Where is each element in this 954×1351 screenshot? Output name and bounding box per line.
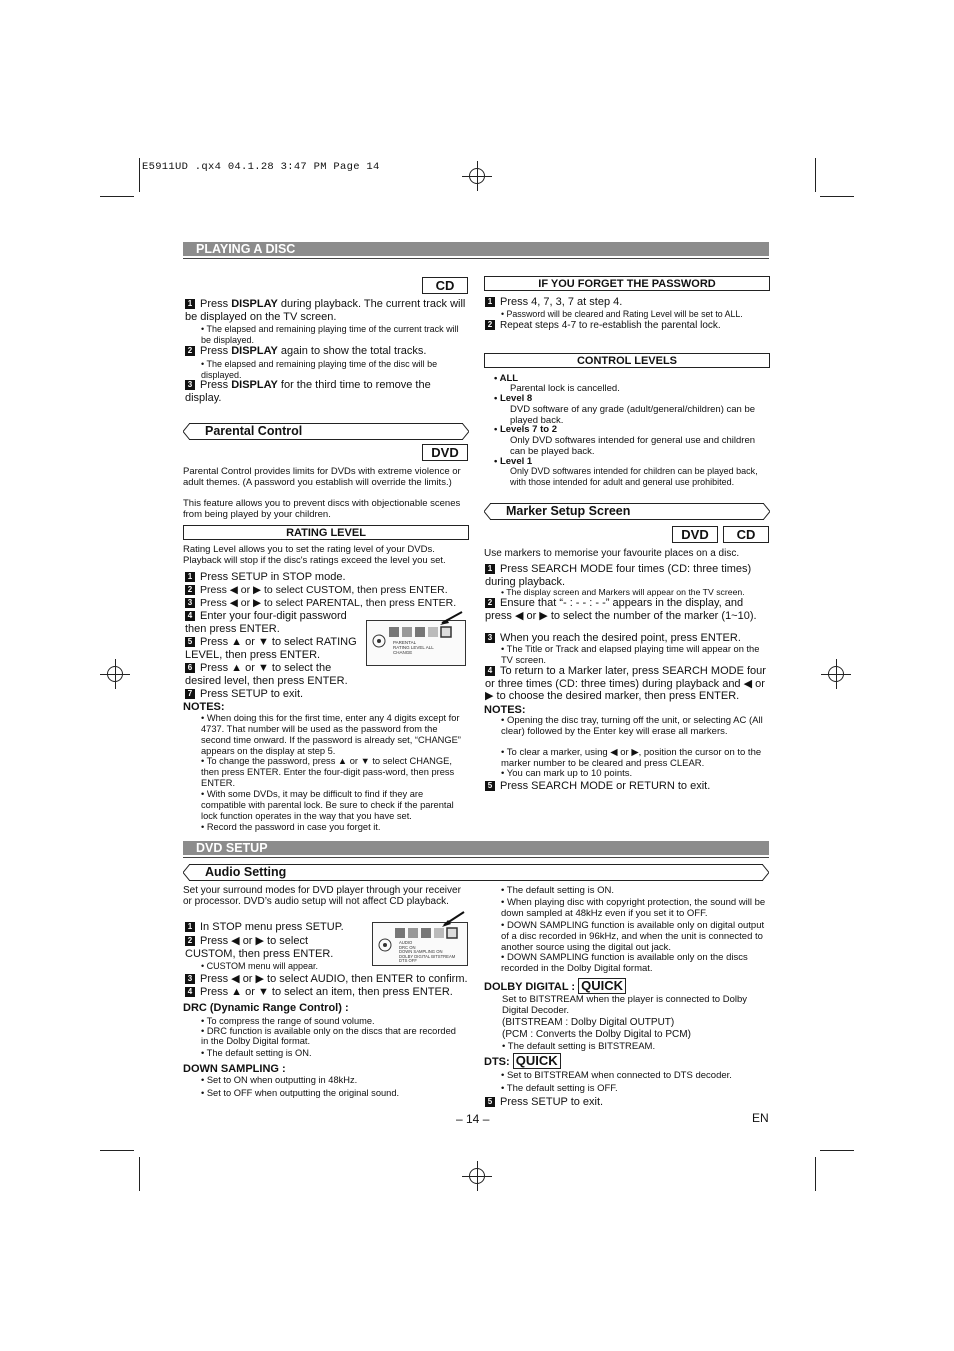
registration-mark-icon — [462, 1161, 492, 1191]
marker-note: • You can mark up to 10 points. — [501, 768, 633, 779]
section-bar-playing: PLAYING A DISC — [183, 242, 769, 256]
marker-step-3-note: • The Title or Track and elapsed playing time will appear on the TV screen. — [501, 644, 760, 665]
parental-step-4: 4 Enter your four-digit password then press ENTER. — [185, 610, 347, 635]
audio-menu-illustration — [372, 922, 468, 966]
osd-line: CHANGE — [393, 650, 413, 655]
parental-intro-1: Parental Control provides limits for DVDs with extreme violence or adult themes. (A password you establish will override the limits.) — [183, 466, 461, 488]
marker-setup-heading: Marker Setup Screen — [484, 503, 770, 520]
marker-intro: Use markers to memorise your favourite places on a disc. — [484, 548, 740, 559]
forget-step-1-note: • Password will be cleared and Rating Level will be set to ALL. — [501, 309, 743, 319]
parental-step-6: 6 Press ▲ or ▼ to select the desired level, then press ENTER. — [185, 662, 348, 687]
parental-menu-illustration — [366, 620, 466, 666]
control-level-desc: Only DVD softwares intended for children can be played back, with those intended for adult and general use prohibited. — [510, 466, 758, 487]
parental-step-1: 1 Press SETUP in STOP mode. — [185, 571, 469, 584]
cd-step-2-note: • The elapsed and remaining playing time of the disc will be displayed. — [201, 359, 438, 380]
crop-mark — [100, 196, 134, 197]
audio-right-note: • DOWN SAMPLING function is available only on digital output of a disc recorded in 96kHz, and when the unit is connected to another source using the digital out jack. — [501, 920, 765, 953]
rating-level-intro: Rating Level allows you to set the rating level of your DVDs. Playback will stop if the disc's ratings exceed the level you set. — [183, 544, 446, 566]
cd-badge: CD — [422, 277, 468, 294]
dolby-digital-label: DOLBY DIGITAL : — [484, 981, 576, 993]
print-header: E5911UD .qx4 04.1.28 3:47 PM Page 14 — [142, 161, 380, 173]
marker-step-1: 1 Press SEARCH MODE four times (CD: three times) during playback. — [485, 563, 752, 588]
cd-step-2: 2 Press DISPLAY again to show the total tracks. — [185, 345, 469, 358]
dvd-badge: DVD — [422, 444, 468, 461]
marker-notes-label: NOTES: — [484, 704, 526, 716]
down-sampling-note: • Set to OFF when outputting the original sound. — [201, 1088, 400, 1098]
registration-mark-icon — [100, 659, 130, 689]
control-level-desc: DVD software of any grade (adult/general/children) can be played back. — [510, 404, 756, 426]
section-bar-rule — [183, 258, 769, 259]
down-sampling-label: DOWN SAMPLING : — [183, 1063, 286, 1075]
marker-step-3: 3 When you reach the desired point, press ENTER. — [485, 632, 769, 645]
section-bar-rule — [183, 857, 769, 858]
osd-line: AUDIO — [399, 940, 413, 945]
crop-mark — [820, 1150, 854, 1151]
dts-note: • Set to BITSTREAM when connected to DTS decoder. — [501, 1070, 732, 1081]
crop-mark — [139, 158, 140, 192]
control-level-name: • Level 8 — [494, 393, 533, 404]
crop-mark — [100, 1150, 134, 1151]
osd-line: PARENTAL — [393, 640, 417, 645]
dolby-digital-row — [484, 978, 626, 994]
osd-line: DOLBY DIGITAL BITSTREAM — [399, 953, 456, 959]
audio-right-note: • When playing disc with copyright protection, the sound will be down sampled at 48kHz even if you set it to OFF. — [501, 897, 766, 919]
drc-label: DRC (Dynamic Range Control) : — [183, 1002, 349, 1014]
dvd-badge: DVD — [672, 526, 718, 543]
parental-step-3: 3 Press ◀ or ▶ to select PARENTAL, then press ENTER. — [185, 597, 469, 610]
parental-notes-label: NOTES: — [183, 701, 225, 713]
marker-note: • To clear a marker, using ◀ or ▶, position the cursor on to the marker number to be cleared and press CLEAR. — [501, 747, 762, 769]
section-bar-dvd-setup: DVD SETUP — [183, 841, 769, 855]
dts-note: • The default setting is OFF. — [501, 1083, 618, 1094]
crop-mark — [139, 1157, 140, 1191]
marker-step-1-note: • The display screen and Markers will appear on the TV screen. — [501, 587, 745, 597]
marker-step-5: 5 Press SEARCH MODE or RETURN to exit. — [485, 780, 769, 793]
parental-step-5: 5 Press ▲ or ▼ to select RATING LEVEL, then press ENTER. — [185, 636, 357, 661]
parental-control-heading: Parental Control — [183, 423, 469, 440]
osd-line: RATING LEVEL ALL — [393, 645, 434, 650]
parental-step-2: 2 Press ◀ or ▶ to select CUSTOM, then press ENTER. — [185, 584, 469, 597]
audio-setting-heading: Audio Setting — [183, 864, 769, 881]
forget-step-2: 2 Repeat steps 4-7 to re-establish the parental lock. — [485, 320, 769, 333]
quick-badge: QUICK — [513, 1053, 561, 1069]
audio-step-1: 1 In STOP menu press SETUP. — [185, 921, 375, 934]
dolby-digital-text: (PCM : Converts the Dolby Digital to PCM) — [502, 1029, 691, 1040]
dts-row — [484, 1053, 561, 1069]
forget-step-1: 1 Press 4, 7, 3, 7 at step 4. — [485, 296, 769, 309]
control-level-desc: Parental lock is cancelled. — [510, 383, 620, 394]
marker-step-4: 4 To return to a Marker later, press SEARCH MODE four or three times (CD: three times) during playback and ◀ or ▶ to choose the desired marker, then press ENTER. — [485, 665, 766, 702]
control-level-name: • Levels 7 to 2 — [494, 424, 557, 435]
down-sampling-note: • Set to ON when outputting in 48kHz. — [201, 1075, 358, 1085]
dolby-digital-text: • The default setting is BITSTREAM. — [502, 1041, 656, 1052]
osd-line: DOWN SAMPLING ON — [399, 949, 443, 955]
marker-note: • Opening the disc tray, turning off the unit, or selecting AC (All clear) followed by the Enter key will erase all markers. — [501, 715, 763, 737]
osd-line: DRC ON — [399, 944, 416, 950]
dolby-digital-text: Set to BITSTREAM when the player is connected to Dolby Digital Decoder. — [502, 994, 748, 1016]
parental-note: • With some DVDs, it may be difficult to find if they are compatible with parental lock. Be sure to check if the parental lock function operates in the way that you have set. — [201, 789, 454, 821]
dolby-digital-text: (BITSTREAM : Dolby Digital OUTPUT) — [502, 1017, 675, 1028]
parental-note: • Record the password in case you forget it. — [201, 822, 381, 832]
drc-note: • The default setting is ON. — [201, 1048, 312, 1058]
forget-password-header: IF YOU FORGET THE PASSWORD — [484, 276, 770, 291]
control-levels-header: CONTROL LEVELS — [484, 353, 770, 368]
dts-label: DTS: — [484, 1056, 510, 1068]
cd-badge: CD — [723, 526, 769, 543]
audio-step-5: 5 Press SETUP to exit. — [485, 1096, 769, 1109]
language-label: EN — [752, 1111, 769, 1125]
crop-mark — [815, 1157, 816, 1191]
audio-step-3: 3 Press ◀ or ▶ to select AUDIO, then ENTER to confirm. — [185, 973, 469, 986]
pointer-arrow-icon — [440, 910, 466, 928]
crop-mark — [820, 196, 854, 197]
audio-step-4: 4 Press ▲ or ▼ to select an item, then press ENTER. — [185, 986, 469, 999]
registration-mark-icon — [462, 161, 492, 191]
cd-step-1-note: • The elapsed and remaining playing time of the current track will be displayed. — [201, 324, 459, 345]
control-level-name: • Level 1 — [494, 456, 533, 467]
audio-step-2: 2 Press ◀ or ▶ to select CUSTOM, then press ENTER. — [185, 935, 334, 960]
drc-note: • DRC function is available only on the discs that are recorded in the Dolby Digital format. — [201, 1026, 456, 1046]
audio-step-2-note: • CUSTOM menu will appear. — [201, 961, 319, 971]
control-level-desc: Only DVD softwares intended for general use and children can be played back. — [510, 435, 756, 457]
parental-note: • To change the password, press ▲ or ▼ to select CHANGE, then press ENTER. Enter the four-digit pass-word, then press ENTER. — [201, 756, 455, 788]
control-level-name: • ALL — [494, 373, 519, 384]
parental-step-7: 7 Press SETUP to exit. — [185, 688, 469, 701]
cd-step-3: 3 Press DISPLAY for the third time to remove the display. — [185, 379, 431, 404]
registration-mark-icon — [821, 659, 851, 689]
audio-right-note: • The default setting is ON. — [501, 885, 614, 896]
page-number: – 14 – — [456, 1112, 490, 1126]
marker-step-2: 2 Ensure that “- : - - : - -” appears in the display, and press ◀ or ▶ to select the number of the marker (1~10). — [485, 597, 757, 622]
audio-intro: Set your surround modes for DVD player through your receiver or processor. DVD’s audio setup will not affect CD playback. — [183, 885, 461, 907]
audio-right-note: • DOWN SAMPLING function is available only on the discs recorded in the Dolby Digital format. — [501, 952, 748, 974]
cd-step-1: 1 Press DISPLAY during playback. The current track will be displayed on the TV screen. — [185, 298, 466, 323]
crop-mark — [815, 158, 816, 192]
osd-line: DTS OFF — [399, 958, 417, 964]
parental-note: • When doing this for the first time, enter any 4 digits except for 4737. That number will be used as the password from the second time onward. If the password is already set, “CHANGE” appears on the display at step 5. — [201, 713, 461, 756]
rating-level-header: RATING LEVEL — [183, 525, 469, 540]
quick-badge: QUICK — [578, 978, 626, 994]
drc-note: • To compress the range of sound volume. — [201, 1016, 375, 1026]
pointer-arrow-icon — [438, 610, 464, 626]
parental-intro-2: This feature allows you to prevent discs with objectionable scenes from being played by your children. — [183, 498, 461, 520]
